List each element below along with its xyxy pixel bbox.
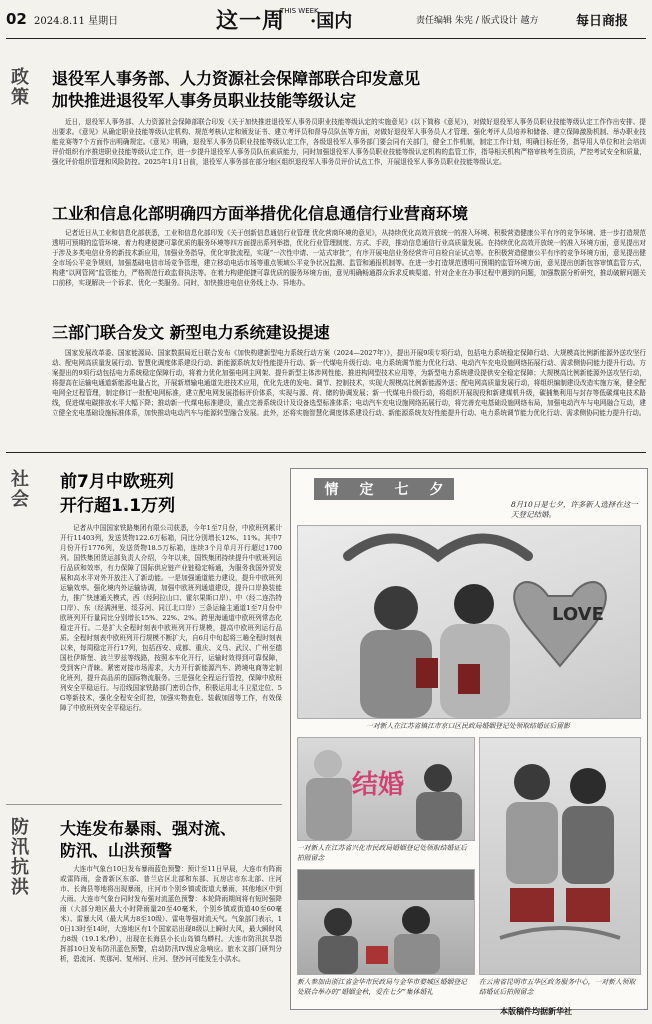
photo-couple-love	[297, 525, 641, 719]
marriage-sign: 结婚	[352, 770, 405, 800]
photo-illustration	[298, 870, 474, 974]
title-line: 前7月中欧班列	[60, 472, 174, 492]
page-number: 02	[6, 10, 27, 28]
article-body-rail: 记者从中国国家铁路集团有限公司获悉，今年1至7月份，中欧班列累计开行11403列，发送货物122.6万标箱，同比分别增长12%、11%。其中7月份开行1776列，发送货物18.5万标箱，连续3个月单月开行超过1700列。国铁集团货运部负责人介绍，今年以来，国铁集团持续提升中欧班列运行品质和效率，有力保障了国际供应链产业链稳定畅通，为服务我国外贸发展和高水平对外开放注入了新动能。一是加强通道能力建设，提升中欧班列运输效率。强化境内外运输协调，加强中欧班列通道建设，提升口岸换装能力，推广快速通关模式，西（经阿拉山口、霍尔果斯口岸）、中（经二连浩特口岸）、东（经满洲里、绥芬河、同江北口岸）三条运输主通道1至7月份中欧班列开行量同比分别增长15%、22%、2%。跨里海通道中欧班列常态化稳定开行。二是扩大全程时刻表中欧班列开行规模，提高中欧班列运行品质。全程时刻表中欧班列开行规模不断扩大，自6月中旬起将三趟全程时刻表以来，每周稳定开行17列，包括西安、成都、重庆、义乌、武汉、广州至德国杜伊斯堡、波兰罗兹等线路，按照本车化开行，运输时效得到可靠保障，受到客户青睐。紧密对接市场需求，大力开行新能源汽车、跨境电商等定制化班列，提升高品质的国际物流服务。三是强化全程运行管控，保障中欧班列安全平稳运行。与沿线国家铁路部门密切合作，积极运用北斗卫星定位、5G等新技术，强化全程安全盯控，加强实物查危、装载加固等工作，有效保障了中欧班列安全平稳运行。	[60, 524, 282, 712]
love-sign: LOVE	[552, 604, 604, 625]
section-tag-policy: 政策	[11, 67, 29, 108]
badge-char: 定	[359, 482, 374, 498]
section-divider	[6, 804, 282, 805]
badge-char: 夕	[429, 482, 444, 498]
section-tag-flood: 防汛抗洪	[11, 817, 29, 898]
article-body-storm: 大连市气象台10日发布暴雨蓝色预警：预计至11日早晨，大连市有阵雨或雷阵雨，金普新区东部、普兰店区北部和东部、瓦房店市东北部、庄河市、长海县等地将出现暴雨，庄河市个别乡镇或街道大暴雨，其他地区中到大雨。大连市气象台同时发布强对流蓝色预警：本轮降雨期间将有短时强降雨（大部分地区最大小时降雨量20至40毫米，个别乡镇或街道40至60毫米）、雷暴大风（最大风力8至10级）、雷电等强对流天气。气象部门表示，10日13时至14时，大连地区有1个国家站出现8级以上瞬时大风，最大瞬时风力8级（19.1米/秒），出现在长海县小长山岛镇乌蟒村。大连市防汛抗旱指挥部10日发布防汛蓝色预警，启动防汛IV级应急响应。旅水文部门研判分析，碧流河、英那河、复州河、庄河、登沙河可能发生小洪水。	[60, 865, 282, 963]
section-title-left: 这一周	[216, 8, 286, 34]
masthead-rule	[6, 38, 646, 39]
section-title-right: ·国内	[310, 11, 353, 32]
section-divider	[6, 452, 646, 453]
badge-char: 情	[324, 482, 339, 498]
feature-intro-caption: 8月10日是七夕，许多新人选择在这一天登记结婚。	[511, 500, 638, 519]
photo4-caption: 在云南省昆明市五华区政务服务中心，一对新人领取结婚证后拍照留念	[479, 978, 636, 996]
photo-illustration	[480, 738, 640, 974]
article-title-storm	[60, 818, 282, 862]
article-body-power: 国家发展改革委、国家能源局、国家数据局近日联合发布《加快构建新型电力系统行动方案（2024—2027年）》，提出开展9项专项行动，包括电力系统稳定保障行动、大规模高比例新能源外送攻坚行动、配电网高质量发展行动、智慧化调度体系建设行动、新能源系统友好性能提升行动、新一代煤电升级行动、电力系统调节能力优化行动、电动汽车充电设施网络拓展行动、需求侧协同能力提升行动。方案提出的9项行动包括电力系统稳定保障行动，将着力优化加强电网主网架、提升新型主体涉网性能、推进构网型技术应用等，为新型电力系统建设提供安全稳定保障；大规模高比例新能源外送攻坚行动，将提高在运输电通道新能源电量占比，开展新增输电通道先进技术应用，优化先进的发电、调节、控制技术，实现大规模高比例新能源外送；配电网高质量发展行动，将组织编制建设改造实施方案，健全配电网全过程管理，制定修订一批配电网标准，建立配电网发展指标评价体系，实现与源、荷、储的协调发展；新一代煤电升级行动，将组织开展现役和新建煤机升级，碳捕集利用与封存等低碳煤电技术路线，促进煤电碳排放水平大幅下降；推动新一代煤电标准建设，重点完善系统设计及设备选型标准体系；电动汽车充电设施网络拓展行动，将完善充电基础设施网络布局，加强电动汽车与电网融合互动，建立健全充电基础设施标准体系，加快推动电动汽车与能源转型融合发展。此外，还将实施智慧化调度体系建设行动、新能源系统友好性能提升行动、电力系统调节能力优化行动、需求侧协同能力提升行动。	[52, 349, 646, 417]
article-title-rail	[60, 470, 280, 518]
title-line: 开行超1.1万列	[60, 496, 176, 516]
title-line: 加快推进退役军人事务员职业技能等级认定	[52, 91, 357, 110]
issue-date: 2024.8.11 星期日	[34, 16, 119, 27]
feature-badge	[314, 478, 454, 500]
article-title-power: 三部门联合发文 新型电力系统建设提速	[52, 323, 330, 342]
photo-couple-certificates	[479, 737, 641, 975]
article-body-veterans: 近日，退役军人事务部、人力资源社会保障部联合印发《关于加快推进退役军人事务员职业技能等级认定的实施意见》(以下简称《意见》)，对做好退役军人事务员职业技能等级认定工作作出安排、提出要求。《意见》从确定职业技能等级认定机构、规范考核认定和颁发证书、建立考评员和督导员队伍等方面，对做好退役军人事务员人才管理、强化考评人员培养和储备、建立保障激励机制、举办职业技能竞赛等7个方面作出明确规定。《意见》明确，退役军人事务员职业技能等级认定工作，各级退役军人事务部门要会同有关部门，健全工作机制，制定工作计划，明确目标任务，指导用人单位和社会培训评价组织有序推进职业技能等级认定工作，进一步提升退役军人事务员队伍素质能力，同时加强退役军人事务员职业技能等级认定机构的监管工作，指导相关机构严格审核考生资质，严控考试安全和质量，强化评价组织管理和风险防控。2025年1月1日前，退役军人事务部在部分地区组织退役军人事务员评价试点工作，开展退役军人事务员职业技能等级认定。	[52, 118, 646, 166]
title-line: 防汛、山洪预警	[60, 841, 173, 860]
badge-char: 七	[394, 482, 409, 498]
article-title-veterans	[52, 68, 642, 112]
article-body-telecom: 记者近日从工业和信息化部获悉，工业和信息化部印发《关于创新信息通信行业管理 优化营商环境的意见》，从持续优化高效开放统一的准入环境、积极营造健康公平有序的竞争环境、进一步打造规范透明可预期的监管环境、着力构建便捷可靠优质的服务环境等四方面提出系列举措，优化行业管理制度、方式、手段，推动信息通信行业高质量发展。在持续优化高效开放统一的准入环境方面，意见提出对于涉及多类电信业务的新技术新应用，加强业务指导，优化审批流程，实现“一次性申请、一站式审批”，有序开展电信业务经营许可自检自证试点等。在积极营造健康公平有序的竞争环境方面，意见提出健全市场公平竞争规则，加强基础电信市场竞争管理，建立移动电话市场等重点领域公平竞争状况监测、监管和通报机制等。在进一步打造规范透明可预期的监管环境方面，意见提出创新包容审慎监管方式，构建“以网管网”监管能力，严格规范行政监督执法等。在着力构建便捷可靠优质的服务环境方面，意见明确畅通群众诉求反映渠道、针对企业在办事过程中遇到的问题，加强数据分析研究，推动破解问题关口前移，实现解决一个诉求、优化一类服务。同时，加快推进电信业务线上办、异地办。	[52, 229, 646, 287]
paper-name: 每日商报	[576, 14, 629, 29]
news-credit: 本版稿件均据新华社	[500, 1007, 572, 1016]
masthead	[0, 0, 652, 40]
photo1-caption: 一对新人在江苏省镇江市京口区民政局婚姻登记处领取结婚证后留影	[366, 722, 570, 730]
photo3-caption: 新人参加由浙江省金华市民政局与金华市婺城区婚姻登记处联合举办的“婚姻金秋，爱在七夕”集体婚礼	[297, 978, 467, 996]
photo-group-wedding	[297, 869, 475, 975]
section-week-label: THIS WEEK	[280, 7, 319, 15]
photo2-caption: 一对新人在江苏省兴化市民政局婚姻登记处领取结婚证后拍照留念	[297, 844, 467, 862]
article-title-telecom: 工业和信息化部明确四方面举措优化信息通信行业营商环境	[52, 204, 469, 223]
photo-couple-marriage-sign	[297, 737, 475, 841]
section-banner	[210, 3, 376, 33]
section-tag-society: 社会	[11, 469, 29, 510]
title-line: 大连发布暴雨、强对流、	[60, 819, 237, 838]
title-line: 退役军人事务部、人力资源社会保障部联合印发意见	[52, 69, 421, 88]
photo-feature	[290, 468, 648, 1010]
editor-credits: 责任编辑 朱宪 / 版式设计 越方	[416, 16, 539, 26]
